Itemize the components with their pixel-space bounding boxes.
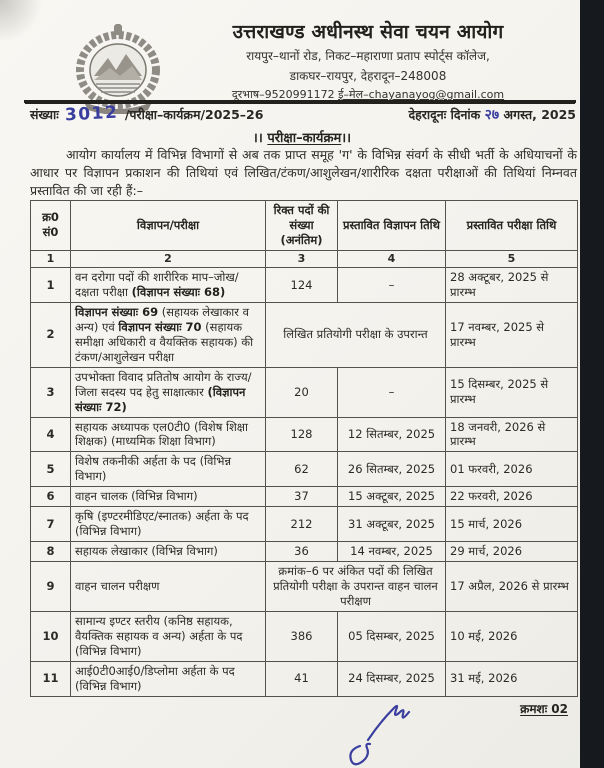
cell-exam-date: 18 जनवरी, 2026 से प्रारम्भ — [446, 417, 578, 452]
col-number: 2 — [71, 250, 266, 267]
reference-row — [30, 102, 576, 126]
date-prefix: देहरादूनः दिनांक — [408, 107, 481, 122]
handwritten-ref-number: 3012 — [64, 102, 119, 126]
table-row — [31, 507, 578, 542]
cell-exam-date: 31 मई, 2026 — [446, 661, 578, 696]
cell-advertisement-exam — [71, 452, 266, 487]
col-number: 3 — [266, 250, 338, 267]
cell-serial-number: 4 — [31, 417, 71, 452]
desc-segment: विशेष तकनीकी अर्हता के पद (विभिन्न विभाग) — [75, 454, 232, 484]
email-address: ई–मेल–chayanayog@gmail.com — [338, 88, 505, 101]
letterhead-text — [168, 18, 568, 102]
cell-serial-number: 6 — [31, 487, 71, 507]
cell-ad-date: 31 अक्टूबर, 2025 — [338, 507, 446, 542]
cell-serial-number: 11 — [31, 661, 71, 696]
table-row — [31, 452, 578, 487]
cell-advertisement-exam — [71, 268, 266, 303]
cell-ad-date: – — [338, 367, 446, 417]
cell-ad-date: 14 नवम्बर, 2025 — [338, 542, 446, 562]
cell-exam-date: 17 नवम्बर, 2025 से प्रारम्भ — [446, 302, 578, 367]
cell-exam-date: 29 मार्च, 2026 — [446, 542, 578, 562]
cell-advertisement-exam — [71, 507, 266, 542]
address-line-1: रायपुर–थानों रोड, निकट–महाराणा प्रताप स्पोर्ट्स कॉलेज, — [246, 49, 490, 63]
table-row — [31, 268, 578, 303]
desc-segment: वाहन चालक (विभिन्न विभाग) — [75, 489, 198, 504]
cell-advertisement-exam — [71, 367, 266, 417]
col-number: 5 — [446, 250, 578, 267]
table-row — [31, 611, 578, 661]
title-open-mark: ।। — [252, 131, 263, 146]
table-row — [31, 661, 578, 696]
cell-serial-number: 5 — [31, 452, 71, 487]
phone-number: दूरभाष–9520991172 — [231, 88, 335, 101]
desc-segment: सहायक अध्यापक एल0टी0 (विशेष शिक्षा शिक्षक) (माध्यमिक शिक्षा विभाग) — [75, 419, 249, 449]
col-number: 4 — [338, 250, 446, 267]
issue-date — [409, 106, 576, 123]
ref-suffix: /परीक्षा–कार्यक्रम/2025–26 — [124, 107, 264, 122]
cell-serial-number: 8 — [31, 542, 71, 562]
continuation-note: क्रमशः 02 — [520, 702, 568, 716]
cell-ad-date: 26 सितम्बर, 2025 — [338, 452, 446, 487]
col-header-exam-date: प्रस्तावित परीक्षा तिथि — [446, 201, 578, 251]
cell-exam-date: 28 अक्टूबर, 2025 से प्रारम्भ — [446, 268, 578, 303]
cell-ad-date: 12 सितम्बर, 2025 — [338, 417, 446, 452]
cell-merged-note: लिखित प्रतियोगी परीक्षा के उपरान्त — [266, 302, 446, 367]
cell-advertisement-exam — [71, 562, 266, 612]
cell-serial-number: 10 — [31, 611, 71, 661]
desc-segment: आई0टी0आई0/डिप्लोमा अर्हता के पद (विभिन्न विभाग) — [75, 663, 235, 693]
handwritten-date-digits: २७ — [484, 107, 500, 123]
desc-bold-segment: विज्ञापन संख्याः 69 — [75, 304, 159, 319]
cell-ad-date: 15 अक्टूबर, 2025 — [338, 487, 446, 507]
cell-serial-number: 3 — [31, 367, 71, 417]
org-name: उत्तराखण्ड अधीनस्थ सेवा चयन आयोग — [232, 21, 504, 43]
cell-exam-date: 15 दिसम्बर, 2025 से प्रारम्भ — [446, 367, 578, 417]
desc-segment: (सहायक लेखाकार व अन्य) एवं — [75, 304, 250, 334]
cell-exam-date: 15 मार्च, 2026 — [446, 507, 578, 542]
intro-paragraph: आयोग कार्यालय में विभिन्न विभागों से अब तक प्राप्त समूह 'ग' के विभिन्न संवर्ग के सीधी भर्ती के अधियाचनों के आधार पर विज्ञापन प्रकाशन की तिथियां एवं लिखित/टंकण/आशुलेखन/शारीरिक दक्षता परीक्षाओं की तिथियां निम्नवत प्रस्तावित की जा रही हैं:– — [30, 147, 577, 198]
table-row — [31, 542, 578, 562]
cell-serial-number: 1 — [31, 268, 71, 303]
ref-prefix: संख्याः — [30, 107, 59, 122]
cell-serial-number: 9 — [31, 562, 71, 612]
table-row — [31, 417, 578, 452]
cell-vacancies: 36 — [266, 542, 338, 562]
letterhead — [28, 18, 576, 100]
cell-exam-date: 22 फरवरी, 2026 — [446, 487, 578, 507]
col-header-ad-date: प्रस्तावित विज्ञापन तिथि — [338, 201, 446, 251]
cell-advertisement-exam — [71, 487, 266, 507]
handwritten-signature — [340, 688, 418, 766]
desc-bold-segment: विज्ञापन संख्याः 70 — [118, 319, 202, 334]
cell-vacancies: 212 — [266, 507, 338, 542]
cell-vacancies: 124 — [266, 268, 338, 303]
date-suffix: अगस्त, 2025 — [503, 107, 576, 122]
cell-ad-date: 05 दिसम्बर, 2025 — [338, 611, 446, 661]
table-row — [31, 302, 578, 367]
cell-merged-note: क्रमांक–6 पर अंकित पदों की लिखित प्रतियोगी परीक्षा के उपरान्त वाहन चालन परीक्षण — [266, 562, 446, 612]
cell-ad-date: – — [338, 268, 446, 303]
cell-vacancies: 20 — [266, 367, 338, 417]
reference-number — [30, 102, 264, 126]
exam-table-body — [31, 268, 578, 696]
desc-bold-segment: (विज्ञापन संख्याः 68) — [131, 285, 226, 300]
cell-ad-date: 24 दिसम्बर, 2025 — [338, 661, 446, 696]
desc-segment: उपभोक्ता विवाद प्रतितोष आयोग के राज्य/जिला सदस्य पद हेतु साक्षात्कार — [75, 369, 252, 399]
cell-exam-date: 01 फरवरी, 2026 — [446, 452, 578, 487]
cell-exam-date: 10 मई, 2026 — [446, 611, 578, 661]
table-row — [31, 487, 578, 507]
scan-edge-strip — [580, 0, 604, 768]
desc-segment: वाहन चालन परीक्षण — [75, 578, 160, 593]
desc-bold-segment: (विज्ञापन संख्याः 72) — [75, 384, 246, 414]
desc-segment: कृषि (इण्टरमीडिएट/स्नातक) अर्हता के पद (विभिन्न विभाग) — [75, 509, 249, 539]
cell-serial-number: 7 — [31, 507, 71, 542]
title-text: परीक्षा–कार्यक्रम — [267, 131, 342, 146]
col-number: 1 — [31, 250, 71, 267]
cell-exam-date: 17 अप्रैल, 2026 से प्रारम्भ — [446, 562, 578, 612]
title-close-mark: ।। — [341, 131, 352, 146]
cell-advertisement-exam — [71, 417, 266, 452]
cell-advertisement-exam — [71, 661, 266, 696]
table-header-row — [31, 201, 578, 251]
cell-advertisement-exam — [71, 302, 266, 367]
cell-advertisement-exam — [71, 542, 266, 562]
cell-advertisement-exam — [71, 611, 266, 661]
cell-vacancies: 62 — [266, 452, 338, 487]
document-title — [0, 128, 604, 146]
cell-vacancies: 41 — [266, 661, 338, 696]
cell-vacancies: 128 — [266, 417, 338, 452]
col-header-vacancies: रिक्त पदों की संख्या (अनंतिम) — [266, 201, 338, 251]
desc-segment: वन दरोगा पदों की शारीरिक माप–जोख/दक्षता परीक्षा — [75, 270, 239, 300]
col-header-serial: क्र0 सं0 — [31, 201, 71, 251]
exam-schedule-table — [30, 200, 578, 697]
col-header-advertisement-exam: विज्ञापन/परीक्षा — [71, 201, 266, 251]
address-line-2: डाकघर–रायपुर, देहरादून–248008 — [289, 69, 447, 83]
desc-segment: (सहायक समीक्षा अधिकारी व वैयक्तिक सहायक) की टंकण/आशुलेखन परीक्षा — [75, 319, 254, 364]
column-number-row — [31, 250, 578, 267]
cell-vacancies: 37 — [266, 487, 338, 507]
desc-segment: सहायक लेखाकार (विभिन्न विभाग) — [75, 544, 218, 559]
table-row — [31, 562, 578, 612]
desc-segment: सामान्य इण्टर स्तरीय (कनिष्ठ सहायक, वैयक्तिक सहायक व अन्य) अर्हता के पद (विभिन्न विभाग) — [75, 613, 243, 658]
cell-vacancies: 386 — [266, 611, 338, 661]
table-row — [31, 367, 578, 417]
cell-serial-number: 2 — [31, 302, 71, 367]
